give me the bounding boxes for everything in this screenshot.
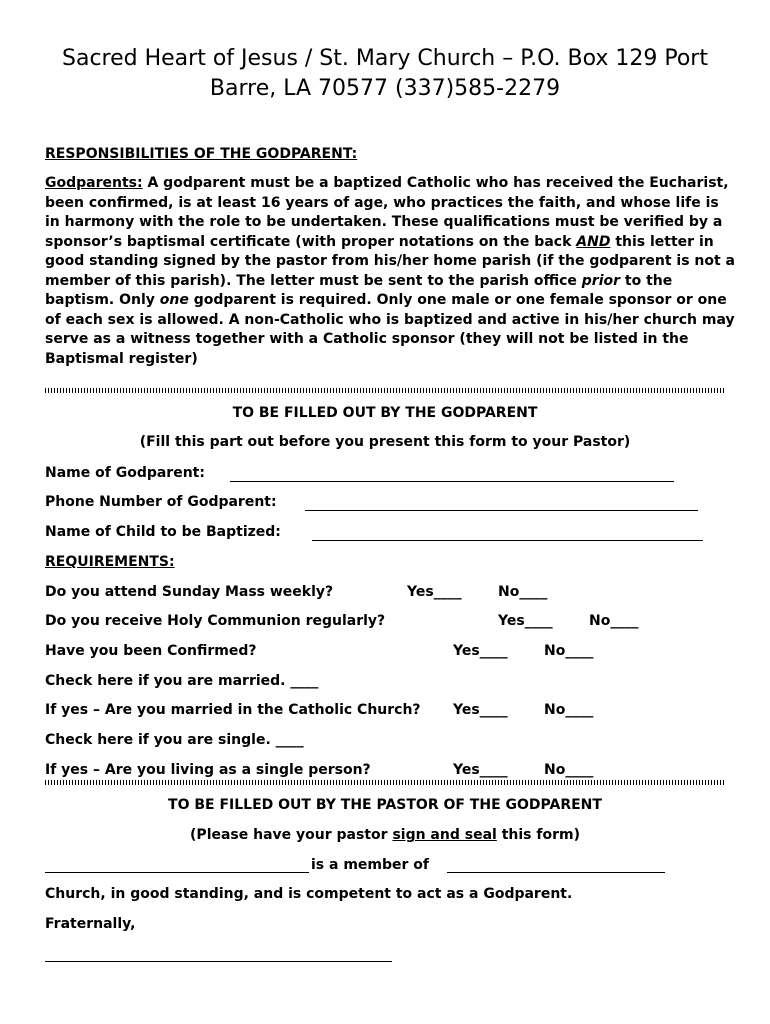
no-blank-living-single[interactable]: No____ bbox=[544, 762, 594, 778]
child-name-label: Name of Child to be Baptized: bbox=[45, 524, 281, 540]
question-confirmed: Have you been Confirmed? bbox=[45, 643, 257, 659]
question-holy-communion: Do you receive Holy Communion regularly? bbox=[45, 613, 386, 629]
phone-of-godparent-field[interactable] bbox=[305, 510, 698, 511]
sign-and-seal-text: sign and seal bbox=[392, 827, 497, 843]
para-one-emphasis: one bbox=[159, 292, 189, 308]
church-name-field[interactable] bbox=[447, 872, 665, 873]
section-divider-1 bbox=[45, 388, 725, 393]
question-living-single: If yes – Are you living as a single person? bbox=[45, 762, 371, 778]
para-text-2: this letter in good standing signed by the pastor from his/her home parish (if the godparent is not a member of this parish). The letter must be sent to the parish office bbox=[45, 233, 735, 289]
fraternally-text: Fraternally, bbox=[45, 916, 136, 932]
godparent-section-subtitle: (Fill this part out before you present this form to your Pastor) bbox=[139, 434, 631, 450]
yes-blank-sunday-mass[interactable]: Yes____ bbox=[407, 584, 462, 600]
church-header bbox=[20, 44, 750, 104]
name-of-godparent-field[interactable] bbox=[230, 481, 674, 482]
para-prior-emphasis: prior bbox=[581, 272, 621, 289]
yes-blank-holy-communion[interactable]: Yes____ bbox=[498, 613, 553, 629]
phone-of-godparent-label: Phone Number of Godparent: bbox=[45, 494, 277, 510]
question-sunday-mass: Do you attend Sunday Mass weekly? bbox=[45, 584, 334, 600]
pastor-subtitle-pre: (Please have your pastor bbox=[190, 827, 393, 843]
para-and-emphasis: AND bbox=[576, 233, 611, 250]
para-text-3: to the baptism. Only bbox=[45, 272, 673, 308]
member-name-field[interactable] bbox=[45, 872, 309, 873]
name-of-godparent-label: Name of Godparent: bbox=[45, 465, 205, 481]
no-blank-holy-communion[interactable]: No____ bbox=[589, 613, 639, 629]
requirements-heading: REQUIREMENTS: bbox=[45, 554, 175, 570]
no-blank-married-catholic[interactable]: No____ bbox=[544, 702, 594, 718]
section-divider-2 bbox=[45, 780, 725, 785]
header-line-2: Barre, LA 70577 (337)585-2279 bbox=[209, 76, 561, 101]
godparent-responsibilities-paragraph bbox=[45, 174, 735, 369]
no-blank-sunday-mass[interactable]: No____ bbox=[498, 584, 548, 600]
para-text-1: A godparent must be a baptized Catholic who has received the Eucharist, been confirmed, is at least 16 years of age, who practices the faith, and whose life is in harmony with the role to be undertaken. These qualifications must be verified by a sponsor’s baptismal certificate (with proper notations on the back bbox=[45, 175, 729, 250]
yes-blank-married-catholic[interactable]: Yes____ bbox=[453, 702, 508, 718]
is-member-of-text: is a member of bbox=[311, 857, 430, 873]
child-name-field[interactable] bbox=[312, 540, 703, 541]
question-married-catholic: If yes – Are you married in the Catholic Church? bbox=[45, 702, 421, 718]
responsibilities-heading: RESPONSIBILITIES OF THE GODPARENT: bbox=[45, 146, 358, 162]
check-single[interactable]: Check here if you are single. ____ bbox=[45, 732, 304, 748]
good-standing-text: Church, in good standing, and is competent to act as a Godparent. bbox=[45, 886, 573, 902]
header-line-1: Sacred Heart of Jesus / St. Mary Church – P.O. Box 129 Port bbox=[62, 46, 708, 71]
check-married[interactable]: Check here if you are married. ____ bbox=[45, 673, 319, 689]
godparents-lead: Godparents: bbox=[45, 175, 143, 191]
pastor-signature-line[interactable] bbox=[45, 961, 392, 962]
yes-blank-confirmed[interactable]: Yes____ bbox=[453, 643, 508, 659]
yes-blank-living-single[interactable]: Yes____ bbox=[453, 762, 508, 778]
pastor-section-subtitle bbox=[0, 827, 770, 843]
no-blank-confirmed[interactable]: No____ bbox=[544, 643, 594, 659]
para-text-4: godparent is required. Only one male or one female sponsor or one of each sex is allowed. A non-Catholic who is baptized and active in his/her church may serve as a witness together with a Catholic sponsor (they will not be listed in the Baptismal register) bbox=[45, 292, 735, 367]
godparent-section-title: TO BE FILLED OUT BY THE GODPARENT bbox=[232, 405, 538, 421]
pastor-subtitle-post: this form) bbox=[496, 827, 580, 843]
pastor-section-title: TO BE FILLED OUT BY THE PASTOR OF THE GODPARENT bbox=[168, 797, 602, 813]
